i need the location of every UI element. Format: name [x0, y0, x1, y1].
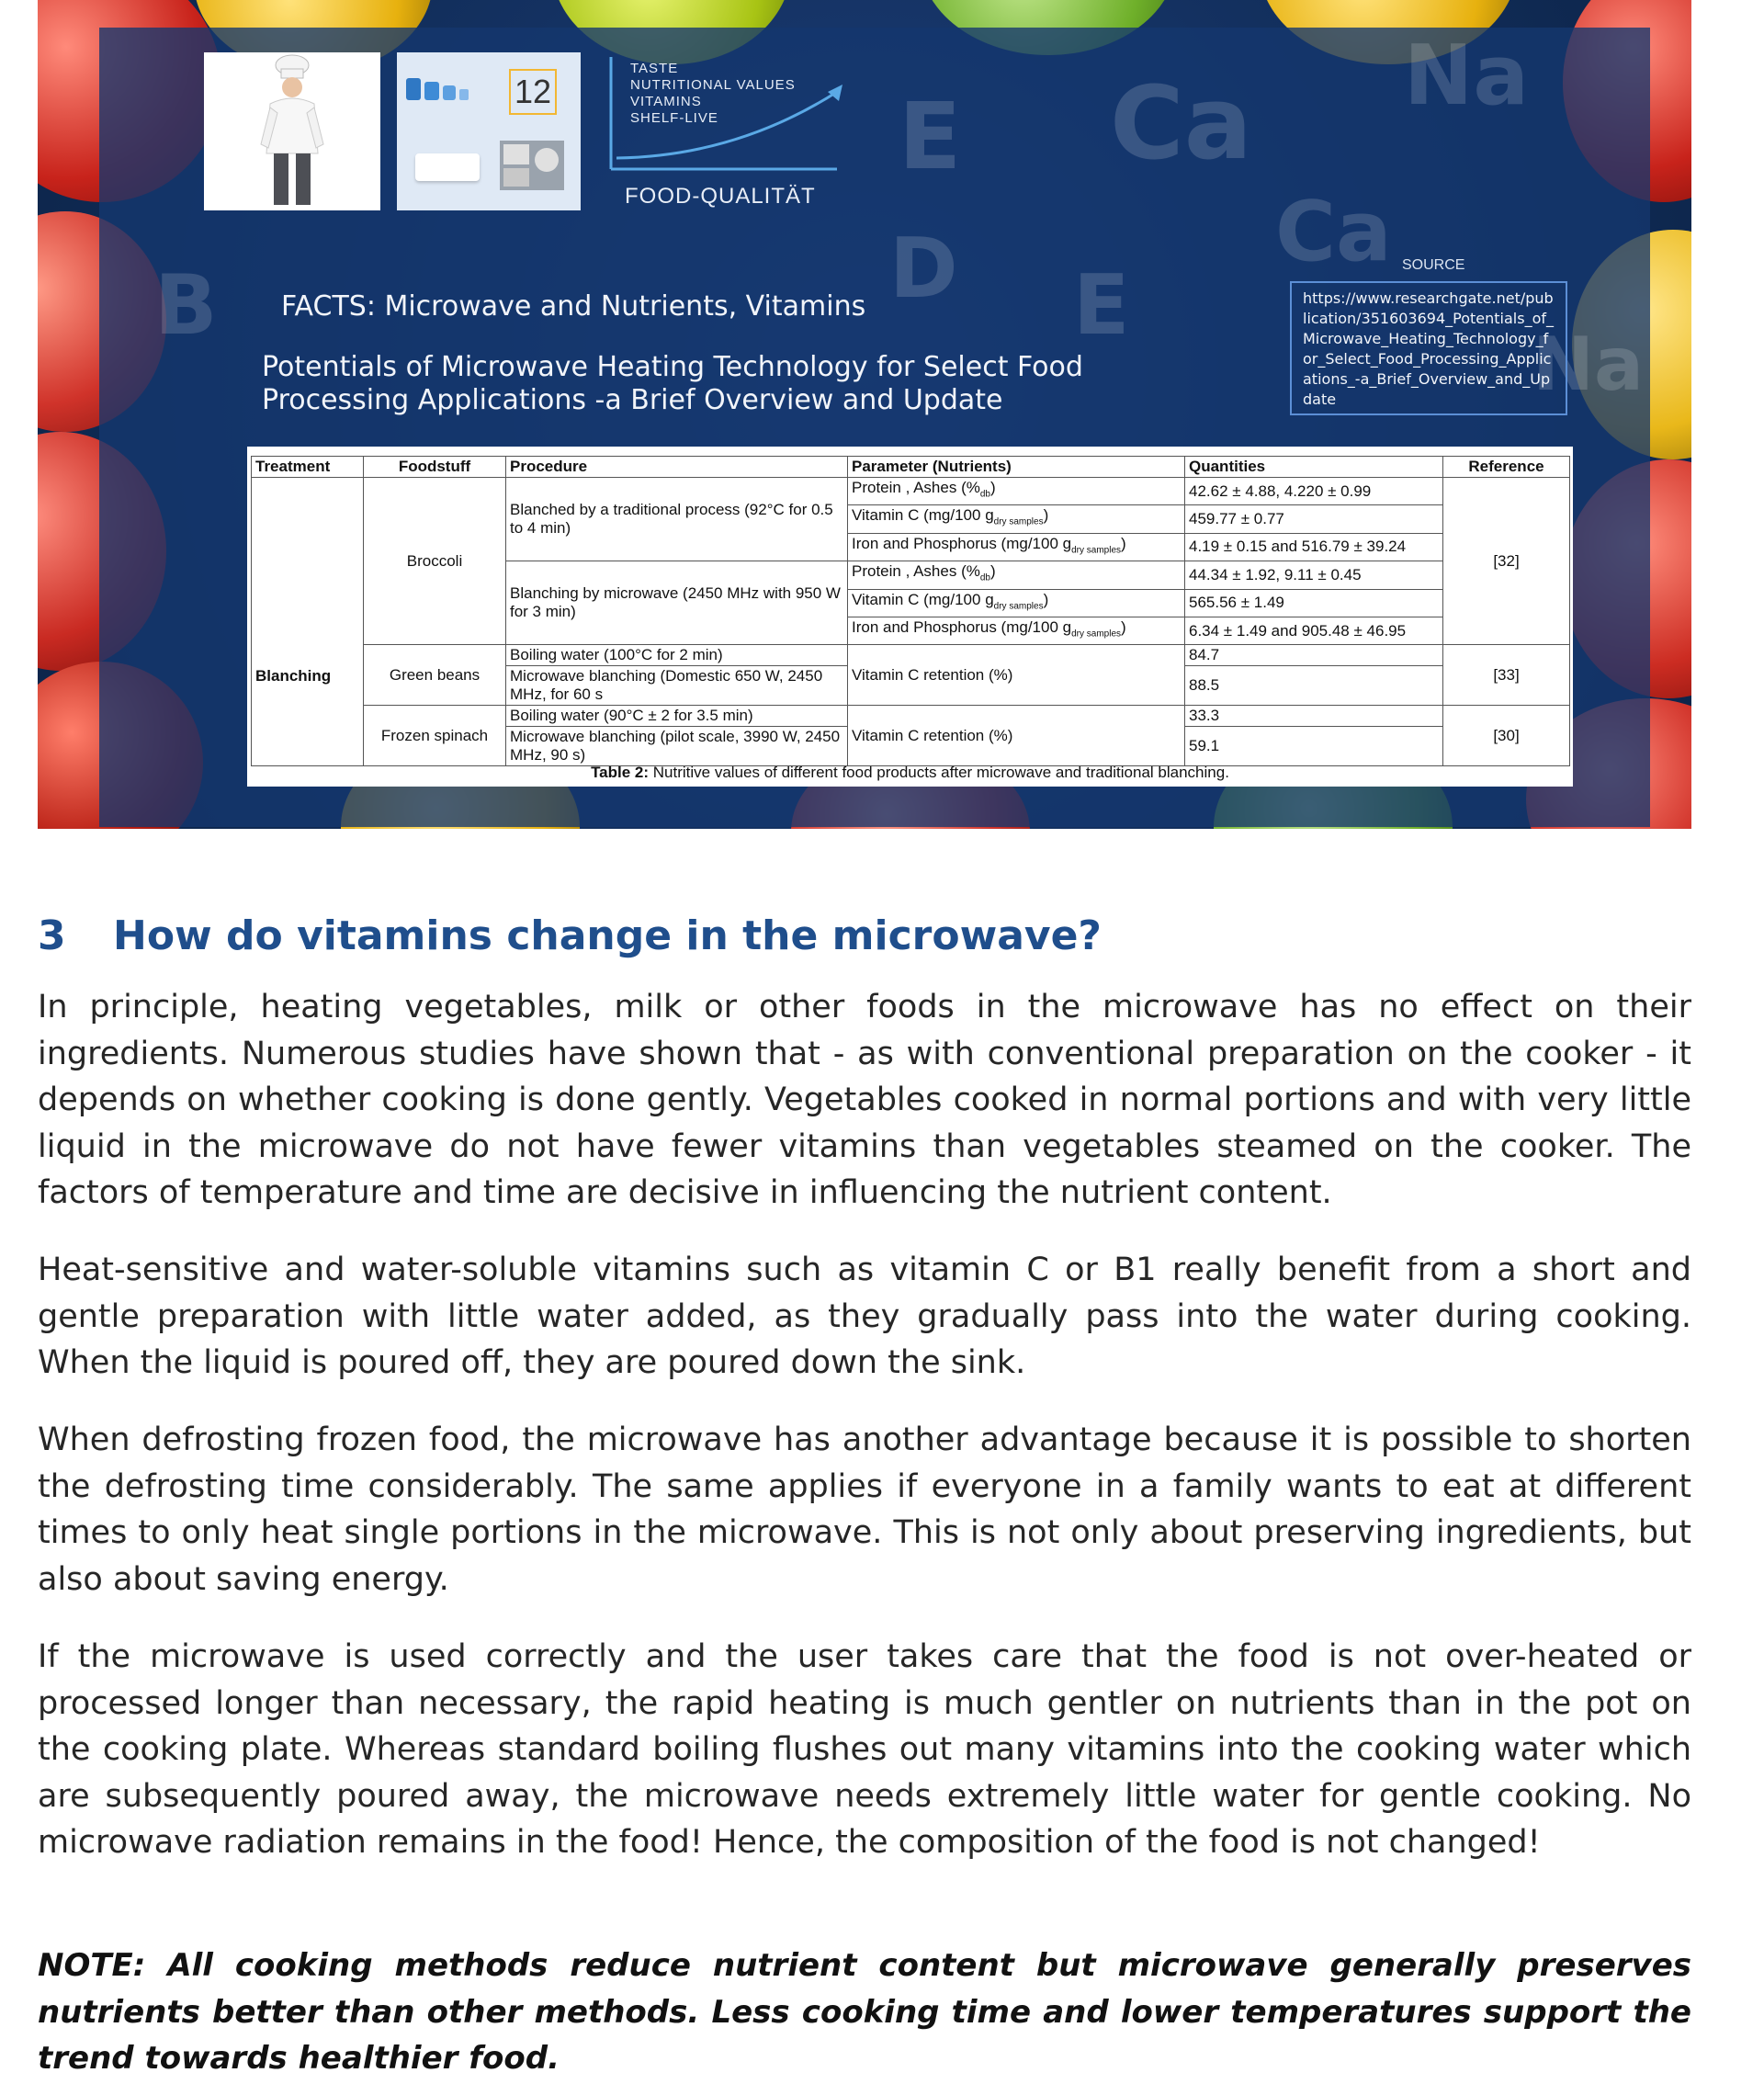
note-paragraph: NOTE: All cooking methods reduce nutrient content but microwave generally preserves nutrients better than other methods. Less cooking time and lower temperatures support the trend towards healthier food.	[38, 1947, 1691, 2077]
foodstuff-cell: Broccoli	[364, 478, 506, 645]
container-icon	[406, 78, 421, 100]
parameter-cell: Vitamin C retention (%)	[848, 706, 1185, 766]
procedure-cell: Microwave blanching (Domestic 650 W, 2450 MHz, for 60 s	[506, 666, 848, 706]
infographic-number: 12	[509, 69, 557, 115]
section-heading	[38, 912, 1691, 959]
parameter-cell: Iron and Phosphorus (mg/100 $g_{dry samples}$)	[848, 617, 1185, 644]
procedure-cell: Boiling water (100°C for 2 min)	[506, 645, 848, 666]
parameter-cell: Vitamin C retention (%)	[848, 645, 1185, 706]
section-number: 3	[38, 912, 66, 959]
parameter-cell: Vitamin C (mg/100 $g_{dry samples}$)	[848, 589, 1185, 617]
container-icon	[443, 85, 456, 100]
parameter-cell: Iron and Phosphorus (mg/100 $g_{dry samples}$)	[848, 533, 1185, 561]
paragraph: When defrosting frozen food, the microwave has another advantage because it is possible to shorten the defrosting time considerably. The same applies if everyone in a family wants to eat at different times to only heat single portions in the microwave. This is not only about preserving ingredients, but also about saving energy.	[38, 1421, 1691, 1598]
foodstuff-cell: Frozen spinach	[364, 706, 506, 766]
column-header: Parameter (Nutrients)	[848, 457, 1185, 478]
column-header: Quantities	[1185, 457, 1443, 478]
table-header-row	[252, 457, 1570, 478]
graph-label-shelf-live: SHELF-LIVE	[630, 110, 718, 126]
table-row	[252, 645, 1570, 666]
quantity-cell: 4.19 ± 0.15 and 516.79 ± 39.24	[1185, 533, 1443, 561]
food-quality-label: FOOD-QUALITÄT	[625, 184, 816, 209]
graph-label-nutritional-values: NUTRITIONAL VALUES	[630, 77, 796, 93]
parameter-cell: Protein , Ashes $(\%_{db})$	[848, 478, 1185, 505]
reference-cell: [33]	[1443, 645, 1570, 706]
parameter-cell: Vitamin C (mg/100 $g_{dry samples}$)	[848, 505, 1185, 533]
table-caption: Table 2: Nutritive values of different food products after microwave and traditional blanching.	[591, 764, 1229, 781]
foodstuff-cell: Green beans	[364, 645, 506, 706]
graph-label-taste: TASTE	[630, 61, 679, 76]
procedure-cell: Blanched by a traditional process (92°C for 0.5 to 4 min)	[506, 478, 848, 561]
graph-label-vitamins: VITAMINS	[630, 94, 702, 109]
reference-cell: [32]	[1443, 478, 1570, 645]
paragraph: If the microwave is used correctly and the user takes care that the food is not over-heated or processed longer than necessary, the rapid heating is much gentler on nutrients than in the pot on the cooking plate. Whereas standard boiling flushes out many vitamins into the cooking water which are subsequently poured away, the microwave needs extremely little water for gentle cooking. No microwave radiation remains in the food! Hence, the composition of the food is not changed!	[38, 1638, 1691, 1861]
procedure-cell: Boiling water (90°C ± 2 for 3.5 min)	[506, 706, 848, 727]
quantity-cell: 459.77 ± 0.77	[1185, 505, 1443, 533]
table-row	[252, 706, 1570, 727]
quantity-cell: 84.7	[1185, 645, 1443, 666]
quantity-cell: 59.1	[1185, 727, 1443, 766]
background-letter: E	[899, 83, 962, 190]
facts-title: FACTS: Microwave and Nutrients, Vitamins	[281, 290, 866, 323]
source-url: https://www.researchgate.net/publication/351603694_Potentials_of_Microwave_Heating_Technology_for_Select_Food_Processing_Applications_-a_Brief_Overview_and_Update	[1290, 281, 1567, 415]
section-title: How do vitamins change in the microwave?	[113, 912, 1102, 959]
table-row	[252, 478, 1570, 505]
container-icon	[424, 82, 439, 100]
quantity-cell: 6.34 ± 1.49 and 905.48 ± 46.95	[1185, 617, 1443, 644]
background-letter: Na	[1404, 28, 1530, 124]
column-header: Treatment	[252, 457, 364, 478]
background-letter: B	[154, 257, 218, 354]
quantity-cell: 88.5	[1185, 666, 1443, 706]
column-header: Foodstuff	[364, 457, 506, 478]
background-letter: Ca	[1275, 184, 1392, 280]
quantity-cell: 33.3	[1185, 706, 1443, 727]
treatment-cell: Blanching	[252, 478, 364, 766]
container-icon	[459, 89, 469, 100]
quantity-cell: 42.62 ± 4.88, 4.220 ± 0.99	[1185, 478, 1443, 505]
device-icon	[415, 153, 480, 181]
background-letter: D	[889, 221, 958, 317]
nutrient-table-container	[247, 447, 1573, 787]
nutrient-table	[251, 456, 1570, 766]
paper-title: Potentials of Microwave Heating Technology for Select Food Processing Applications -a Brief Overview and Update	[262, 351, 1083, 416]
procedure-cell: Blanching by microwave (2450 MHz with 950 W for 3 min)	[506, 561, 848, 645]
background-letter: Na	[1532, 322, 1644, 407]
quantity-cell: 44.34 ± 1.92, 9.11 ± 0.45	[1185, 561, 1443, 589]
reference-cell: [30]	[1443, 706, 1570, 766]
chef-image	[204, 52, 380, 210]
banner-image	[38, 0, 1691, 829]
paragraph: In principle, heating vegetables, milk or other foods in the microwave has no effect on their ingredients. Numerous studies have shown that - as with conventional preparation on the cooker - it depends on whether cooking is done gently. Vegetables cooked in normal portions and with very little liquid in the microwave do not have fewer vitamins than vegetables steamed on the cooker. The factors of temperature and time are decisive in influencing the nutrient content.	[38, 989, 1691, 1211]
source-label: SOURCE	[1402, 257, 1465, 273]
paragraph: Heat-sensitive and water-soluble vitamins such as vitamin C or B1 really benefit from a short and gentle preparation with little water added, as they gradually pass into the water during cooking. When the liquid is poured off, they are poured down the sink.	[38, 1252, 1691, 1381]
background-letter: Ca	[1110, 64, 1252, 182]
column-header: Procedure	[506, 457, 848, 478]
column-header: Reference	[1443, 457, 1570, 478]
background-letter: E	[1073, 257, 1130, 354]
gallery-icon	[500, 141, 564, 190]
procedure-cell: Microwave blanching (pilot scale, 3990 W, 2450 MHz, 90 s)	[506, 727, 848, 766]
parameter-cell: Protein , Ashes $(\%_{db})$	[848, 561, 1185, 589]
quantity-cell: 565.56 ± 1.49	[1185, 589, 1443, 617]
infographic-thumbnail	[397, 52, 581, 210]
chef-figure-icon	[204, 52, 380, 210]
